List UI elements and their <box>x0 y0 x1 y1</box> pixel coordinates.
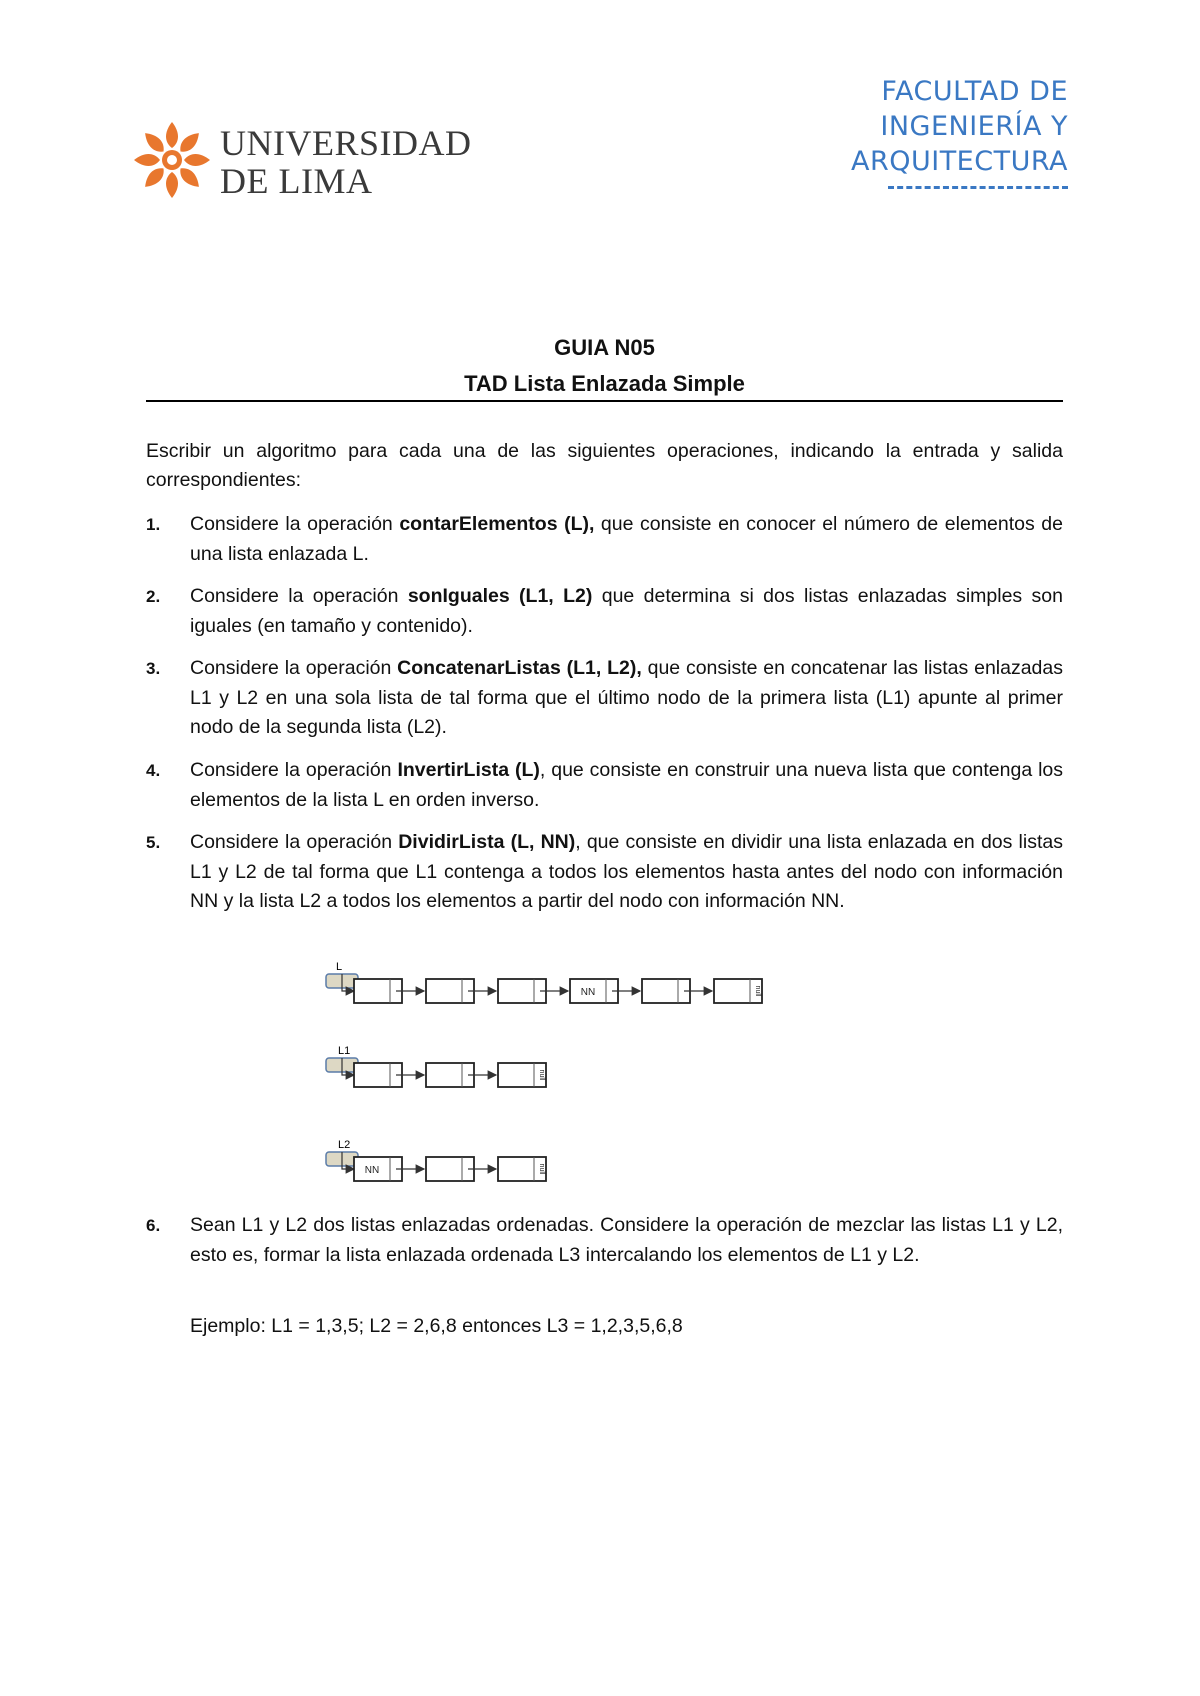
star-logo-icon <box>132 118 212 208</box>
document-title <box>146 330 1063 402</box>
list-item <box>146 582 1063 641</box>
item-number: 5. <box>146 833 161 852</box>
item-number: 4. <box>146 761 161 780</box>
operation-name: InvertirLista (L) <box>397 759 540 781</box>
title-line2: TAD Lista Enlazada Simple <box>464 371 745 396</box>
null-pointer-text: null <box>538 1163 545 1175</box>
node-box <box>426 1157 474 1181</box>
intro-paragraph: Escribir un algoritmo para cada una de las siguientes operaciones, indicando la entrada y salida correspondientes: <box>146 440 1063 491</box>
operation-name: sonIguales (L1, L2) <box>407 585 593 607</box>
university-name <box>220 124 472 200</box>
item-number: 2. <box>146 587 161 606</box>
item-text: Considere la operación DividirLista (L, NN), que consiste en dividir una lista enlazada en dos listas L1 y L2 de tal forma que L1 contenga a todos los elementos hasta antes del nodo con información NN y la lista L2 a todos los elementos a partir del nodo con información NN. <box>190 831 1063 912</box>
university-logo <box>132 118 472 208</box>
faculty-line3: ARQUITECTURA <box>850 146 1068 177</box>
item-text: Considere la operación sonIguales (L1, L2) que determina si dos listas enlazadas simples son iguales (en tamaño y contenido). <box>190 585 1063 637</box>
example-line: Ejemplo: L1 = 1,3,5; L2 = 2,6,8 entonces L3 = 1,2,3,5,6,8 <box>190 1315 683 1337</box>
label-L2: L2 <box>338 1139 351 1151</box>
item-number: 1. <box>146 515 161 534</box>
node-box <box>354 1063 402 1087</box>
label-L1: L1 <box>338 1045 351 1057</box>
node-box <box>426 979 474 1003</box>
operation-name: ConcatenarListas (L1, L2), <box>397 657 642 679</box>
item-text: Sean L1 y L2 dos listas enlazadas ordenadas. Considere la operación de mezclar las listas L1 y L2, esto es, formar la lista enlazada ordenada L3 intercalando los elementos de L1 y L2. <box>190 1214 1063 1266</box>
list-L1 <box>326 1045 546 1087</box>
linked-list-diagram <box>300 950 860 1200</box>
title-line1: GUIA N05 <box>554 335 655 360</box>
node-value-nn: NN <box>364 1165 380 1176</box>
list-item <box>146 756 1063 815</box>
faculty-divider <box>888 186 1068 189</box>
university-line2: DE LIMA <box>220 161 373 201</box>
list-L <box>326 961 762 1003</box>
node-box <box>642 979 690 1003</box>
item-number: 6. <box>146 1216 161 1235</box>
node-box <box>354 979 402 1003</box>
university-line1: UNIVERSIDAD <box>220 123 472 163</box>
item-text: Considere la operación ConcatenarListas (L1, L2), que consiste en concatenar las listas enlazadas L1 y L2 en una sola lista de tal forma que el último nodo de la primera lista (L1) apunte al primer nodo de la segunda lista (L2). <box>190 657 1064 738</box>
item-text: Considere la operación contarElementos (L), que consiste en conocer el número de elementos de una lista enlazada L. <box>190 513 1063 565</box>
list-L2 <box>326 1139 546 1181</box>
node-value-nn: NN <box>580 987 596 998</box>
faculty-line2: INGENIERÍA Y <box>880 111 1068 142</box>
node-box <box>498 979 546 1003</box>
title-rule <box>146 400 1063 402</box>
item-text: Considere la operación InvertirLista (L), que consiste en construir una nueva lista que contenga los elementos de la lista L en orden inverso. <box>190 759 1064 811</box>
null-pointer-text: null <box>538 1069 545 1081</box>
node-box <box>426 1063 474 1087</box>
operation-name: DividirLista (L, NN) <box>398 831 576 853</box>
faculty-line1: FACULTAD DE <box>881 76 1068 107</box>
item-number: 3. <box>146 659 161 678</box>
list-item <box>146 828 1063 917</box>
null-pointer-text: null <box>754 985 761 997</box>
faculty-name <box>748 74 1068 179</box>
list-item <box>146 1211 1063 1270</box>
operation-name: contarElementos (L), <box>399 513 595 535</box>
list-item <box>146 654 1063 743</box>
label-L: L <box>336 961 343 973</box>
list-item <box>146 510 1063 569</box>
